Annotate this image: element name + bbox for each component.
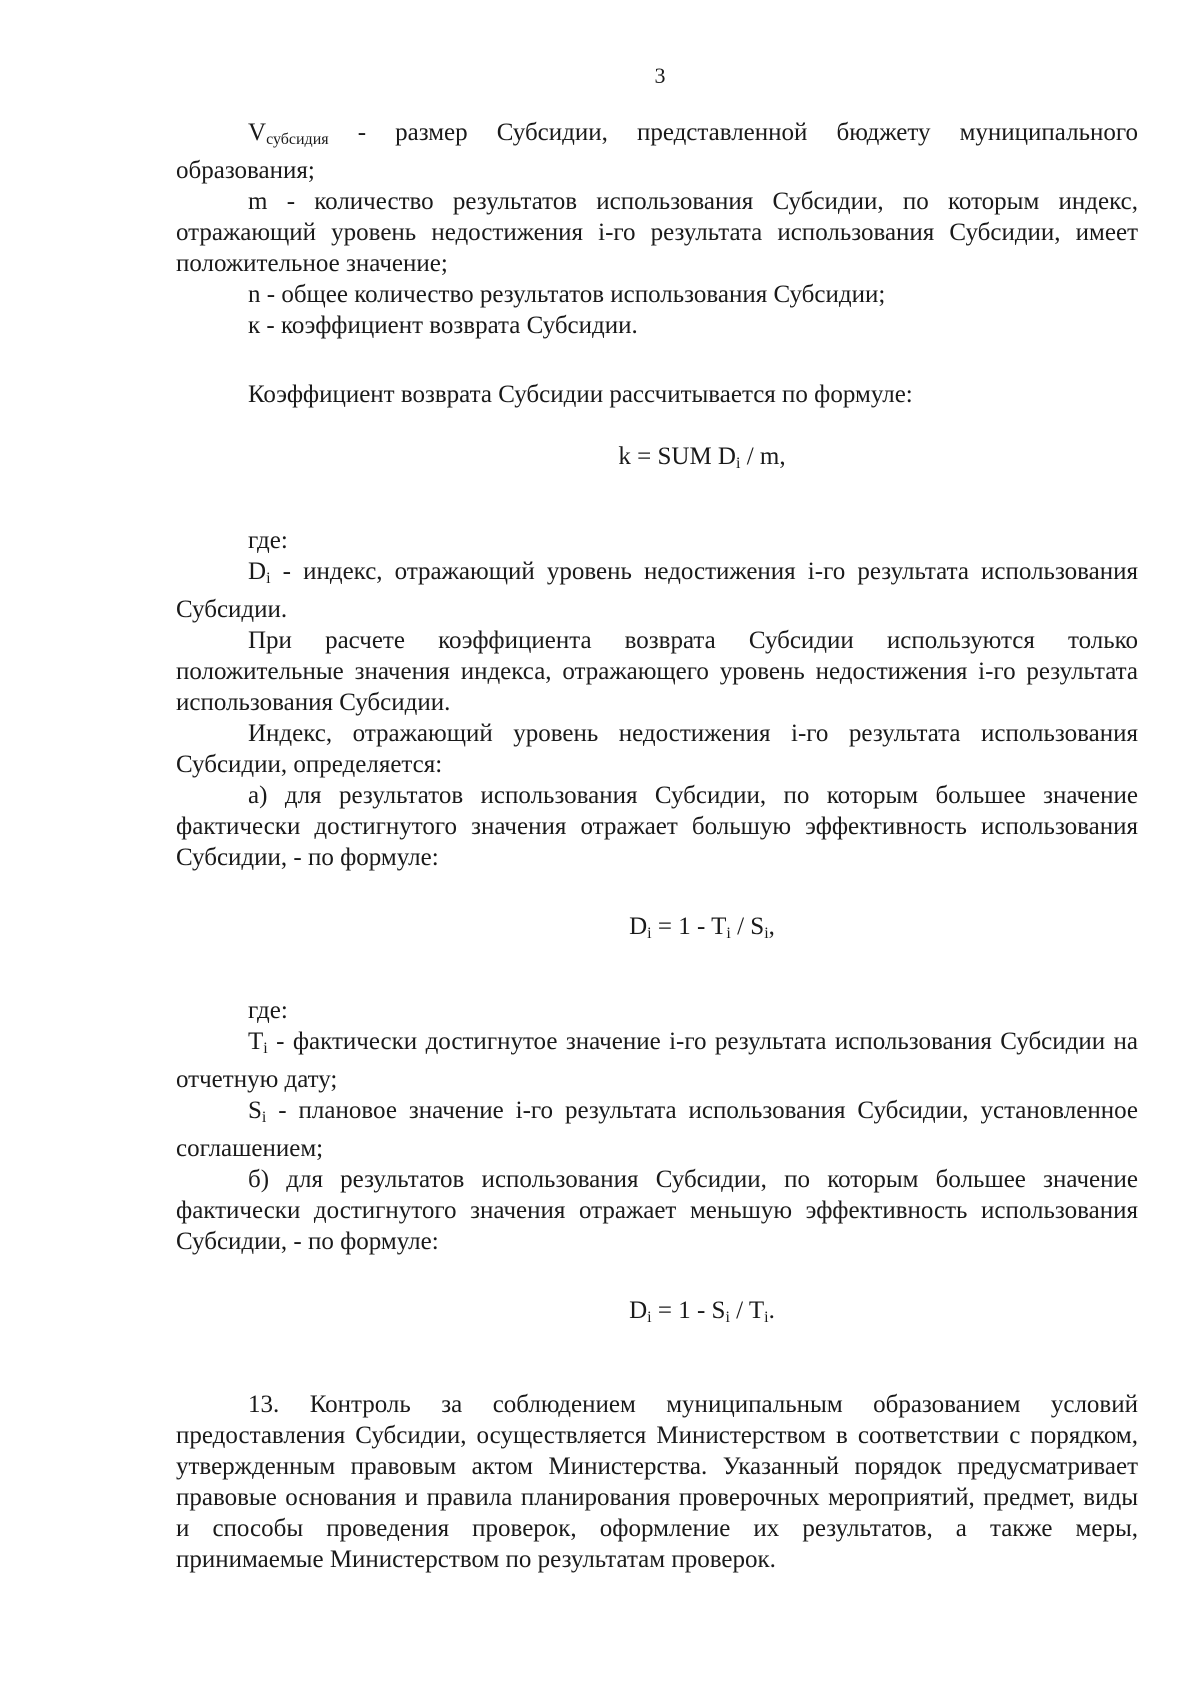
definition-ti: $T_i$ - фактически достигнутое значение i-го результата использования Субсидии на отчетную дату; [176, 1028, 1138, 1093]
coefficient-intro: Коэффициент возврата Субсидии рассчитывается по формуле: [248, 381, 913, 408]
definition-v-subsidy: $V_{субсидия}$ - размер Субсидии, представленной бюджету муниципального образования; [176, 119, 1138, 184]
where-label-2: где: [248, 997, 288, 1024]
paragraph-13-control: 13. Контроль за соблюдением муниципальным образованием условий предоставления Субсидии, осуществляется Министерством в соответствии с порядком, утвержденным правовым актом Министерства. Указанный порядок предусматривает правовые основания и правила планирования проверочных мероприятий, предмет, виды и способы проведения проверок, оформление их результатов, а также меры, принимаемые Министерством по результатам проверок. [176, 1391, 1138, 1573]
formula-k: k = SUM $D_i$ / m, [618, 443, 786, 472]
definition-k: к - коэффициент возврата Субсидии. [248, 312, 638, 339]
formula-b: $D_i = 1 - S_i / T_i$. [629, 1297, 775, 1326]
paragraph-a: а) для результатов использования Субсидии, по которым большее значение фактически достигнутого значения отражает большую эффективность использования Субсидии, - по формуле: [176, 782, 1138, 871]
paragraph-index: Индекс, отражающий уровень недостижения i-го результата использования Субсидии, определяется: [176, 720, 1138, 778]
formula-a: $D_i = 1 - T_i / S_i$, [629, 913, 775, 942]
definition-m: m - количество результатов использования Субсидии, по которым индекс, отражающий уровень недостижения i-го результата использования Субсидии, имеет положительное значение; [176, 188, 1138, 277]
definition-n: n - общее количество результатов использования Субсидии; [248, 281, 886, 308]
page-number: 3 [654, 63, 666, 88]
document-body [176, 117, 1138, 1575]
definition-di: $D_i$ - индекс, отражающий уровень недостижения i-го результата использования Субсидии. [176, 558, 1138, 623]
subscript: субсидия [266, 131, 329, 148]
paragraph-positive-values: При расчете коэффициента возврата Субсидии используются только положительные значения индекса, отражающего уровень недостижения i-го результата использования Субсидии. [176, 627, 1138, 716]
paragraph-b: б) для результатов использования Субсидии, по которым большее значение фактически достигнутого значения отражает меньшую эффективность использования Субсидии, - по формуле: [176, 1166, 1138, 1255]
where-label: где: [248, 527, 288, 554]
definition-si: $S_i$ - плановое значение i-го результата использования Субсидии, установленное соглашением; [176, 1097, 1138, 1162]
